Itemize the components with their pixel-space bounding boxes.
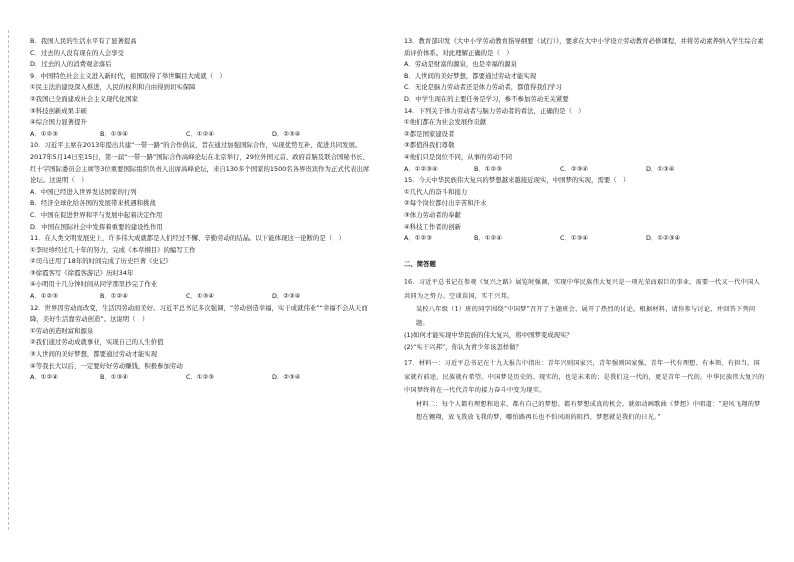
q14-option-c: C．②③④ <box>560 164 589 173</box>
option-d-q8: D．过去的人的消费观念落后 <box>30 60 112 69</box>
question-11: 11．在人类文明发展史上，许多伟大成就都是人们经过不懈、辛勤劳动的结晶。以下能体现这一论断的是（ ） <box>30 234 345 243</box>
question-12: 12．世界因劳动而改变，生活因劳动而美好。习近平总书记多次强调，“劳动创造幸福，实干成就伟业”“幸福不会从天而降，美好生活靠劳动创造”。这说明（ ） <box>30 303 368 324</box>
question-14: 14．下列关于体力劳动者与脑力劳动者的看法，正确的是（ ） <box>404 106 585 115</box>
q16-sub-2: (2)“实干兴邦”，你认为青少年该怎样做？ <box>404 342 522 351</box>
q9-item-4: ④综合国力显著提升 <box>30 118 87 127</box>
q12-option-c: C．①②③ <box>186 373 215 382</box>
q11-item-1: ①李时珍经过几十年的努力，完成《本草纲目》的编写工作 <box>30 245 196 254</box>
q11-option-a: A．①②③ <box>30 292 58 301</box>
q16-context: 某校八年级（1）班的同学围绕“中国梦”召开了主题班会，展开了热烈的讨论。根据材料，请你参与讨论，并回答下列问题。 <box>416 306 756 327</box>
binding-line <box>8 30 10 530</box>
question-9: 9．中国特色社会主义进入新时代，祖国取得了举世瞩目大成就（ ） <box>30 71 226 80</box>
q11-item-2: ②司马迁用了18年的时间完成了历史巨著《史记》 <box>30 257 172 266</box>
q15-item-2: ②每个岗位都付出辛苦和汗水 <box>404 199 487 208</box>
q13-option-c: C．无论是脑力劳动者还是体力劳动者，都值得我们学习 <box>404 83 562 92</box>
q12-item-3: ③人世间的美好梦想，都要通过劳动才能实现 <box>30 350 158 359</box>
q10-option-b: B．经济全球化给各国的发展带来机遇和挑战 <box>30 199 156 208</box>
q13-option-a: A．劳动是财富的源泉，也是幸福的源泉 <box>404 60 518 69</box>
option-b-q8: B．我国人民的生活水平有了显著提高 <box>30 37 137 45</box>
q11-option-b: B．①②④ <box>100 292 128 301</box>
q14-item-2: ②都是国家建设者 <box>404 129 455 138</box>
q16-sub-1: (1)如何才能实现中华民族的伟大复兴，将中国梦变成现实？ <box>404 331 573 340</box>
q14-item-1: ①他们都在为社会发展作贡献 <box>404 118 487 127</box>
q15-option-b: B．①②④ <box>474 234 502 243</box>
q13-option-b: B．人世间的美好梦想，都要通过劳动才能实现 <box>404 71 537 80</box>
q9-item-2: ②我国已全面建成社会主义现代化国家 <box>30 94 138 103</box>
q11-options <box>30 291 375 303</box>
q15-item-3: ③体力劳动者的奉献 <box>404 210 461 219</box>
q15-option-a: A．①②③ <box>404 234 432 243</box>
q10-option-c: C．中国在促进世界和平与发展中起着决定作用 <box>30 210 163 219</box>
q9-option-a: A．①②③ <box>30 129 58 138</box>
q9-option-d: D．②③④ <box>272 129 301 138</box>
q11-item-3: ③徐霞客写《徐霞客游记》历时34年 <box>30 268 134 277</box>
q14-option-d: D．①③④ <box>646 164 675 173</box>
q11-option-c: C．①③④ <box>186 292 215 301</box>
question-10: 10．习近平主席在2013年提出共建“一带一路”的合作倡议，旨在通过加强国际合作，实现优势互补、促进共同发展。2017年5月14日至15日，第一届“一带一路”国际合作高峰论坛在北京举行，29位外国元首、政府首脑及联合国秘书长、红十字国际委员会主席等3位重要国际组织负责人出席高峰论坛，来自130多个国家的1500名各界贵宾作为正式代表出席论坛。这说明（ ） <box>30 141 370 185</box>
q15-option-d: D．①②③④ <box>646 234 681 243</box>
q14-option-b: B．①②③ <box>474 164 502 173</box>
q12-option-b: B．①③④ <box>100 373 128 382</box>
q12-option-a: A．①②④ <box>30 373 58 382</box>
right-column <box>404 36 766 425</box>
q15-item-1: ①几代人的奋斗和接力 <box>404 187 468 196</box>
q15-item-4: ④科技工作者的创新 <box>404 222 461 231</box>
q12-options <box>30 372 375 384</box>
q14-options <box>404 164 766 176</box>
q12-option-d: D．②③④ <box>272 373 301 382</box>
q13-option-d: D．中学生现在的主要任务是学习，参不参加劳动无关紧要 <box>404 94 569 103</box>
question-13: 13．教育部印发《大中小学劳动教育指导纲要（试行）》，要求在大中小学设立劳动教育必修课程，并将劳动素养纳入学生综合素质评价体系。对此理解正确的是（ ） <box>404 37 764 57</box>
q9-item-1: ①民主法治建设深入推进，人民的权利和自由得到切实保障 <box>30 83 196 92</box>
q9-option-c: C．①②④ <box>186 129 215 138</box>
q14-item-3: ③都值得我们尊敬 <box>404 141 455 150</box>
q14-item-4: ④他们只是岗位不同，从事的劳动不同 <box>404 152 512 161</box>
question-16: 16．习近平总书记在参观《复兴之路》展览时强调，实现中华民族伟大复兴是一项光荣而艰巨的事业，需要一代又一代中国人共同为之努力。空谈误国，实干兴邦。 <box>404 279 760 300</box>
question-17-material-2: 材料二：每个人都有理想和追求，都有自己的梦想。都有梦想成真的机会。就如动画歌曲《梦想》中唱道：“迎风飞翔的梦想在翱翔，放飞我放飞我的梦，哪怕路再长也不怕风雨的阻挡，梦想就是我们的日光。” <box>416 400 761 422</box>
section-title-short-answer: 二、简答题 <box>404 259 436 268</box>
q15-options <box>404 233 766 245</box>
q12-item-2: ②我们通过劳动成就事业，实现自己的人生价值 <box>30 338 164 347</box>
q10-option-d: D．中国在国际社会中发挥着重要的建设性作用 <box>30 222 163 231</box>
option-c-q8: C．过去的人没有现在的人会享受 <box>30 48 124 57</box>
q9-option-b: B．①③④ <box>100 129 128 138</box>
question-15: 15．今天中华民族伟大复兴的梦想越来越接近现实，中国梦的实现，需要（ ） <box>404 176 630 185</box>
q11-item-4: ④小明用十几分钟时间从同学那里抄完了作业 <box>30 280 158 289</box>
q9-item-3: ③科技创新成果丰硕 <box>30 106 87 115</box>
q14-option-a: A．①②③④ <box>404 164 438 173</box>
q11-option-d: D．②③④ <box>272 292 301 301</box>
q10-option-a: A．中国已经进入世界发达国家的行列 <box>30 187 137 196</box>
q15-option-c: C．①③④ <box>560 234 589 243</box>
q12-item-4: ④等我长大以后，一定要好好劳动赚钱，积极参加劳动 <box>30 361 183 370</box>
q12-item-1: ①劳动创造财富和源泉 <box>30 326 94 335</box>
question-17-material-1: 17．材料一：习近平总书记在十九大报告中指出：青年兴则国家兴，青年强则国家强。青年一代有理想、有本领、有担当，国家就有前途，民族就有希望。中国梦是历史的、现实的，也是未来的；是我们这一代的，更是青年一代的。中华民族伟大复兴的中国梦终将在一代代青年的接力奋斗中变为现实。 <box>404 360 765 395</box>
q9-options <box>30 129 375 141</box>
left-column <box>30 36 375 384</box>
